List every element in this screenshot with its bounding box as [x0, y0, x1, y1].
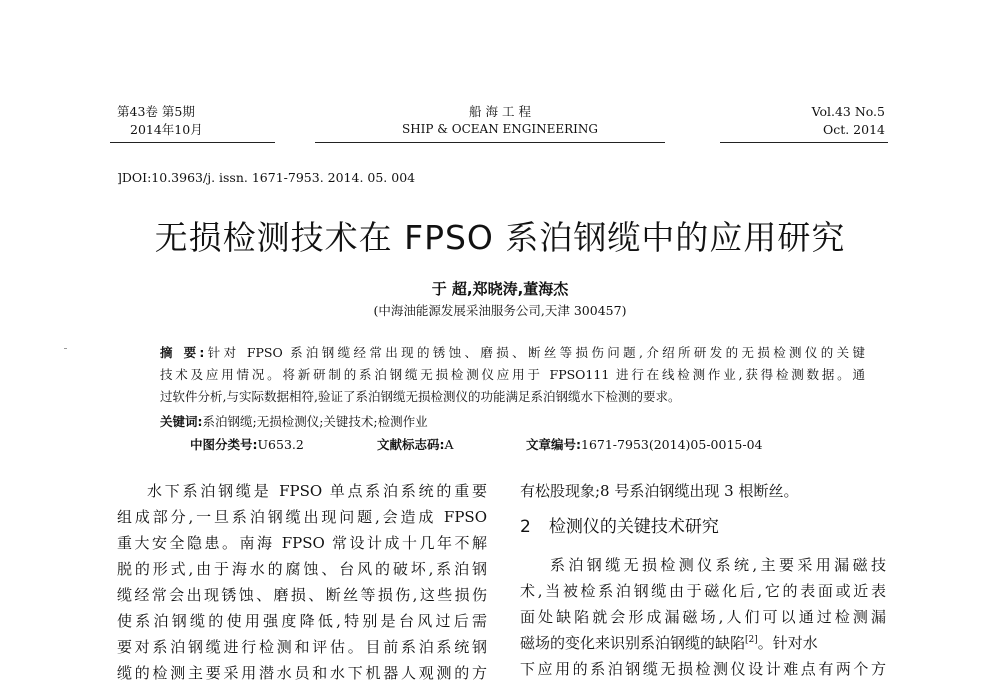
header-rule-left	[110, 142, 275, 143]
body-line: 组成部分,一旦系泊钢缆出现问题,会造成 FPSO	[117, 508, 487, 526]
header-vol-no-en: Vol.43 No.5	[811, 104, 885, 119]
body-column-right	[520, 552, 886, 682]
body-line: 术,当被检系泊钢缆由于磁化后,它的表面或近表	[520, 582, 886, 600]
keywords	[160, 412, 428, 430]
body-line: 面处缺陷就会形成漏磁场,人们可以通过检测漏	[520, 608, 886, 626]
authors: 于 超,郑晓涛,董海杰	[431, 280, 569, 298]
body-line: 水下系泊钢缆是 FPSO 单点系泊系统的重要	[147, 482, 487, 500]
section-heading	[520, 512, 719, 537]
body-column-left	[117, 478, 487, 686]
body-line: 磁场的变化来识别系泊钢缆的缺陷[2]。针对水	[520, 634, 818, 652]
body-line: 下应用的系泊钢缆无损检测仪设计难点有两个方	[520, 660, 886, 678]
clc-number: 中图分类号:U653.2	[190, 437, 304, 452]
document-code: 文献标志码:A	[377, 437, 454, 452]
abstract-line-3: 过软件分析,与实际数据相符,验证了系泊钢缆无损检测仪的功能满足系泊钢缆水下检测的要求。	[160, 389, 681, 404]
body-line: 缆经常会出现锈蚀、磨损、断丝等损伤,这些损伤	[117, 586, 487, 604]
abstract-label: 摘 要:	[160, 345, 205, 360]
body-column-right-top	[520, 478, 886, 504]
section-number: 2	[520, 517, 531, 537]
keywords-text: 系泊钢缆;无损检测仪;关键技术;检测作业	[202, 414, 428, 429]
body-line: 要对系泊钢缆进行检测和评估。目前系泊系统钢	[117, 638, 487, 656]
body-line: 系泊钢缆无损检测仪系统,主要采用漏磁技	[550, 556, 886, 574]
header-journal-en: SHIP & OCEAN ENGINEERING	[401, 122, 599, 136]
header-rule-right	[720, 142, 888, 143]
body-line: 脱的形式,由于海水的腐蚀、台风的破坏,系泊钢	[117, 560, 487, 578]
body-line: 有松股现象;8 号系泊钢缆出现 3 根断丝。	[520, 482, 799, 500]
keywords-label: 关键词:	[160, 414, 203, 429]
header-volume-issue: 第43卷 第5期	[117, 104, 195, 119]
abstract-line-1: 摘 要:针对 FPSO 系泊钢缆经常出现的锈蚀、磨损、断丝等损伤问题,介绍所研发的无损检测仪的关键	[160, 345, 865, 360]
affiliation: (中海油能源发展采油服务公司,天津 300457)	[373, 303, 627, 318]
header-rule-center	[315, 142, 665, 143]
article-number: 文章编号:1671-7953(2014)05-0015-04	[526, 437, 763, 452]
body-line: 缆的检测主要采用潜水员和水下机器人观测的方	[117, 664, 487, 682]
abstract-line-2: 技术及应用情况。将新研制的系泊钢缆无损检测仪应用于 FPSO111 进行在线检测作业,获得检测数据。通	[160, 367, 865, 382]
scan-artifact	[64, 348, 67, 349]
reference-mark[interactable]: [2]	[745, 635, 758, 645]
header-date-en: Oct. 2014	[822, 122, 885, 137]
page-title: 无损检测技术在 FPSO 系泊钢缆中的应用研究	[154, 218, 846, 257]
header-journal-cn: 船 海 工 程	[469, 104, 531, 119]
body-line: 重大安全隐患。南海 FPSO 常设计成十几年不解	[117, 534, 487, 552]
body-line: 使系泊钢缆的使用强度降低,特别是台风过后需	[117, 612, 487, 630]
doi: ]DOI:10.3963/j. issn. 1671-7953. 2014. 05. 004	[117, 170, 416, 185]
section-title: 检测仪的关键技术研究	[548, 517, 719, 537]
header-date: 2014年10月	[130, 122, 203, 137]
abstract	[160, 342, 865, 408]
